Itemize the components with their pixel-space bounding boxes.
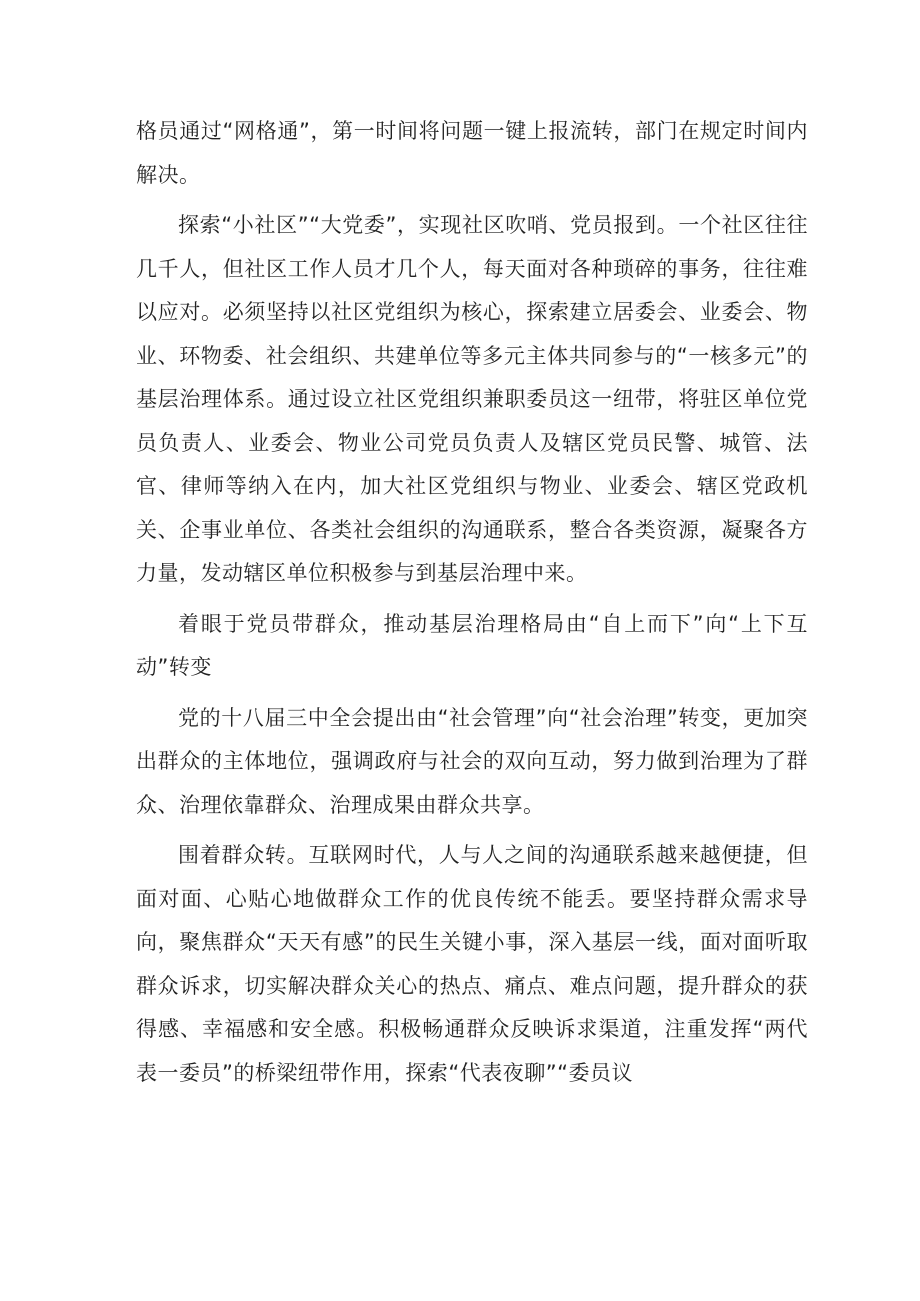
section-heading-party-members: 着眼于党员带群众，推动基层治理格局由“自上而下”向“上下互动”转变: [136, 611, 808, 679]
paragraph-continuation: 格员通过“网格通”，第一时间将问题一键上报流转，部门在规定时间内解决。: [136, 119, 808, 187]
paragraph-plenary-session: 党的十八届三中全会提出由“社会管理”向“社会治理”转变，更加突出群众的主体地位，强调政府与社会的双向互动，努力做到治理为了群众、治理依靠群众、治理成果由群众共享。: [136, 705, 808, 817]
paragraph-small-community: 探索“小社区”“大党委”，实现社区吹哨、党员报到。一个社区往往几千人，但社区工作人员才几个人，每天面对各种琐碎的事务，往往难以应对。必须坚持以社区党组织为核心，探索建立居委会、业委会、物业、环物委、社会组织、共建单位等多元主体共同参与的“一核多元”的基层治理体系。通过设立社区党组织兼职委员这一纽带，将驻区单位党员负责人、业委会、物业公司党员负责人及辖区党员民警、城管、法官、律师等纳入在内，加大社区党组织与物业、业委会、辖区党政机关、企事业单位、各类社会组织的沟通联系，整合各类资源，凝聚各方力量，发动辖区单位积极参与到基层治理中来。: [136, 213, 808, 585]
paragraph-around-masses: 围着群众转。互联网时代，人与人之间的沟通联系越来越便捷，但面对面、心贴心地做群众工作的优良传统不能丢。要坚持群众需求导向，聚焦群众“天天有感”的民生关键小事，深入基层一线，面对面听取群众诉求，切实解决群众关心的热点、痛点、难点问题，提升群众的获得感、幸福感和安全感。积极畅通群众反映诉求渠道，注重发挥“两代表一委员”的桥梁纽带作用，探索“代表夜聊”“委员议: [136, 843, 808, 1085]
document-body: [136, 110, 808, 1095]
